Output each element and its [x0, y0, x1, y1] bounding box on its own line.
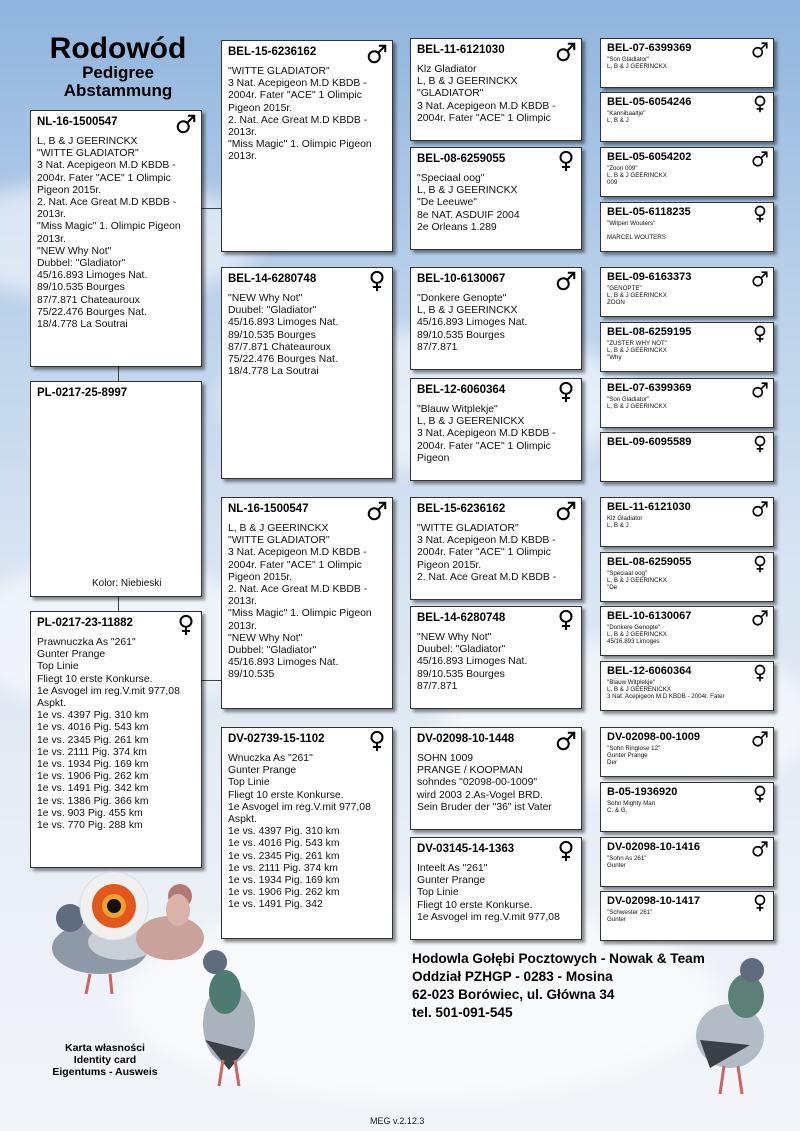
pedigree-notes: "Son Gladiator" L, B & J GEERINCKX — [607, 396, 667, 411]
female-symbol-icon — [751, 664, 769, 682]
ring-number: BEL-07-6399369 — [607, 382, 692, 394]
female-symbol-icon — [751, 95, 769, 113]
pedigree-card[interactable] — [410, 38, 582, 141]
pedigree-card[interactable] — [221, 497, 393, 709]
pigeon-standing-icon — [185, 940, 265, 1090]
pedigree-card-bird[interactable] — [30, 381, 202, 597]
female-symbol-icon — [751, 894, 769, 912]
male-symbol-icon — [366, 500, 388, 522]
ring-number: BEL-14-6280748 — [417, 612, 506, 624]
ring-number: BEL-10-6130067 — [607, 610, 692, 622]
ring-number: BEL-09-6095589 — [607, 436, 692, 448]
ring-number: BEL-08-6259195 — [607, 326, 692, 338]
page-title: Rodowód — [49, 32, 187, 65]
male-symbol-icon — [555, 41, 577, 63]
male-symbol-icon — [751, 609, 769, 627]
pedigree-notes: "Son Gladiator" L, B & J GEERINCKX — [607, 56, 667, 71]
male-symbol-icon — [751, 730, 769, 748]
pedigree-notes: "NEW Why Not" Duubel: "Gladiator" 45/16.893 Limoges Nat. 89/10.535 Bourges 87/7.871 Chateauroux 75/22.476 Bourges Nat. 18/4.778 La Soutrai — [228, 293, 339, 378]
pedigree-card[interactable] — [600, 891, 774, 941]
ring-number: NL-16-1500547 — [37, 116, 118, 128]
ring-number: BEL-11-6121030 — [417, 44, 505, 56]
pedigree-title-block — [18, 34, 218, 100]
pedigree-card[interactable] — [600, 147, 774, 197]
identity-label-pl: Karta własności — [65, 1042, 145, 1054]
pedigree-notes: "WITTE GLADIATOR" 3 Nat. Acepigeon M.D KBDB - 2004r. Fater "ACE" 1 Olimpic Pigeon 2015r. 2. Nat. Ace Great M.D KBDB - 2013r. "Miss Magic" 1. Olimpic Pigeon 2013r. — [228, 66, 372, 163]
female-symbol-icon — [555, 609, 577, 631]
connector-line — [118, 366, 119, 382]
pedigree-card[interactable] — [410, 497, 582, 600]
pedigree-notes: Klz Gladiator L, B & J — [607, 515, 643, 530]
male-symbol-icon — [555, 500, 577, 522]
female-symbol-icon — [751, 205, 769, 223]
ring-number: DV-03145-14-1363 — [417, 843, 515, 855]
pedigree-notes: "Sohn Ringlose 12" Gunter Prange Der — [607, 745, 661, 767]
pedigree-card[interactable] — [410, 727, 582, 830]
pedigree-notes: Prawnuczka As "261" Gunter Prange Top Linie Fliegt 10 erste Konkurse. 1e Asvogel im reg.V.mit 977,08 Aspkt. 1e vs. 4397 Pig. 310 km 1e vs. 4016 Pig. 543 km 1e vs. 2345 Pig. 261 km 1e vs. 2111 Pig. 374 km 1e vs. 1934 Pig. 169 km 1e vs. 1906 Pig. 262 km 1e vs. 1491 Pig. 342 km 1e vs. 1386 Pig. 366 km 1e vs. 903 Pig. 455 km 1e vs. 770 Pig. 288 km — [37, 637, 180, 832]
ring-number: BEL-05-6054246 — [607, 96, 692, 108]
page-subtitle-de: Abstammung — [63, 81, 173, 100]
pedigree-card[interactable] — [600, 38, 774, 88]
version-label: MEG v.2.12.3 — [370, 1116, 425, 1126]
pedigree-card[interactable] — [600, 92, 774, 142]
pedigree-card[interactable] — [600, 552, 774, 602]
pedigree-notes: "ZUSTER WHY NOT" L, B & J GEERINCKX "Why — [607, 340, 667, 362]
female-symbol-icon — [366, 270, 388, 292]
ring-number: BEL-15-6236162 — [417, 503, 506, 515]
male-symbol-icon — [175, 113, 197, 135]
page-subtitle-en: Pedigree — [82, 63, 154, 82]
male-symbol-icon — [555, 730, 577, 752]
pedigree-card[interactable] — [600, 782, 774, 832]
ring-number: PL-0217-25-8997 — [37, 387, 128, 399]
pedigree-card[interactable] — [410, 606, 582, 709]
breeder-branch: Oddział PZHGP - 0283 - Mosina — [412, 969, 613, 984]
pedigree-notes: "Blauw Witplekje" L, B & J GEERENICKX 3 Nat. Acepigeon M.D KBDB - 2004r. Fater — [607, 679, 725, 701]
ring-number: BEL-05-6118235 — [607, 206, 691, 218]
connector-line — [201, 208, 221, 209]
ring-number: BEL-05-6054202 — [607, 151, 692, 163]
ring-number: BEL-07-6399369 — [607, 42, 692, 54]
ring-number: BEL-11-6121030 — [607, 501, 691, 513]
female-symbol-icon — [555, 381, 577, 403]
pedigree-notes: "Schwester 261" Gunter — [607, 909, 653, 924]
pedigree-notes: "Donkere Genopte" L, B & J GEERINCKX 45/16.893 Limoges — [607, 624, 667, 646]
pedigree-notes: Klz Gladiator L, B & J GEERINCKX "GLADIATOR" 3 Nat. Acepigeon M.D KBDB - 2004r. Fater "ACE" 1 Olimpic — [417, 64, 556, 124]
pedigree-notes: "Donkere Genopte" L, B & J GEERINCKX 45/16.893 Limoges Nat. 89/10.535 Bourges 87/7.871 — [417, 293, 528, 353]
ring-number: DV-02098-10-1417 — [607, 895, 700, 907]
ring-number: BEL-08-6259055 — [607, 556, 692, 568]
ring-number: BEL-12-6060364 — [417, 384, 506, 396]
pedigree-notes: SOHN 1009 PRANGE / KOOPMAN sohndes "02098-00-1009" wird 2003 2.As-Vogel BRD. Sein Bruder der "36" ist Vater — [417, 753, 552, 813]
pedigree-notes: L, B & J GEERINCKX "WITTE GLADIATOR" 3 Nat. Acepigeon M.D KBDB - 2004r. Fater "ACE" 1 Olimpic Pigeon 2015r. 2. Nat. Ace Great M.D KBDB - 2013r. "Miss Magic" 1. Olimpic Pigeon 2013r. "NEW Why Not" Dubbel: "Gladiator" 45/16.893 Limoges Nat. 89/10.535 — [228, 523, 372, 681]
breeder-info — [412, 950, 772, 1022]
connector-line — [201, 680, 221, 681]
color-label: Kolor: Niebieski — [92, 578, 162, 589]
pedigree-notes: "Sohn As 261" Gunter — [607, 855, 647, 870]
pedigree-card-dam[interactable] — [30, 611, 202, 868]
pedigree-card[interactable] — [221, 40, 393, 252]
breeder-address: 62-023 Borówiec, ul. Główna 34 — [412, 987, 615, 1002]
female-symbol-icon — [175, 614, 197, 636]
pedigree-card-sire[interactable] — [30, 110, 202, 367]
pedigree-notes: "Speciaal oog" L, B & J GEERINCKX "De — [607, 570, 667, 592]
pedigree-card[interactable] — [410, 837, 582, 940]
pedigree-card[interactable] — [600, 267, 774, 317]
pedigree-card[interactable] — [600, 497, 774, 547]
pigeons-illustration-icon — [30, 870, 210, 1010]
ring-number: BEL-12-6060364 — [607, 665, 692, 677]
pedigree-notes: "WITTE GLADIATOR" 3 Nat. Acepigeon M.D KBDB - 2004r. Fater "ACE" 1 Olimpic Pigeon 2015r. 2. Nat. Ace Great M.D KBDB - — [417, 523, 557, 583]
female-symbol-icon — [555, 840, 577, 862]
ring-number: BEL-15-6236162 — [228, 46, 317, 58]
ring-number: BEL-09-6163373 — [607, 271, 692, 283]
pedigree-notes: Wnuczka As "261" Gunter Prange Top Linie Fliegt 10 erste Konkurse. 1e Asvogel im reg.V.mit 977,08 Aspkt. 1e vs. 4397 Pig. 310 km 1e vs. 4016 Pig. 543 km 1e vs. 2345 Pig. 261 km 1e vs. 2111 Pig. 374 km 1e vs. 1934 Pig. 169 km 1e vs. 1906 Pig. 262 km 1e vs. 1491 Pig. 342 — [228, 753, 371, 911]
identity-card-label — [20, 1042, 190, 1078]
ring-number: PL-0217-23-11882 — [37, 617, 133, 629]
male-symbol-icon — [366, 43, 388, 65]
female-symbol-icon — [555, 150, 577, 172]
pedigree-card[interactable] — [410, 267, 582, 370]
pedigree-card[interactable] — [221, 267, 393, 479]
ring-number: DV-02739-15-1102 — [228, 733, 325, 745]
female-symbol-icon — [751, 435, 769, 453]
pedigree-notes: "Blauw Witplekje" L, B & J GEERENICKX 3 Nat. Acepigeon M.D KBDB - 2004r. Fater "ACE" 1 Olimpic Pigeon — [417, 404, 556, 464]
pedigree-notes: "Kannibaaltje" L, B & J — [607, 110, 646, 125]
pedigree-card[interactable] — [600, 727, 774, 777]
pedigree-card[interactable] — [600, 432, 774, 482]
male-symbol-icon — [751, 381, 769, 399]
male-symbol-icon — [751, 150, 769, 168]
identity-label-en: Identity card — [73, 1054, 137, 1066]
pedigree-notes: Sohn Mighty Man C. & G. — [607, 800, 656, 815]
ring-number: BEL-14-6280748 — [228, 273, 317, 285]
male-symbol-icon — [751, 500, 769, 518]
pedigree-notes: "Witpen Wouters" MARCEL WOUTERS — [607, 220, 666, 242]
pedigree-notes: "Speciaal oog" L, B & J GEERINCKX "De Leeuwe" 8e NAT. ASDUIF 2004 2e Orleans 1.289 — [417, 173, 520, 233]
pedigree-notes: "GENOPTE" L, B & J GEERINCKX ZOON — [607, 285, 667, 307]
pedigree-card[interactable] — [600, 661, 774, 711]
pedigree-notes: "NEW Why Not" Duubel: "Gladiator" 45/16.893 Limoges Nat. 89/10.535 Bourges 87/7.871 — [417, 632, 528, 692]
breeder-name: Hodowla Gołębi Pocztowych - Nowak & Team — [412, 951, 705, 966]
male-symbol-icon — [751, 840, 769, 858]
pedigree-card[interactable] — [600, 606, 774, 656]
pedigree-card[interactable] — [410, 147, 582, 250]
ring-number: DV-02098-00-1009 — [607, 731, 700, 743]
connector-line — [118, 596, 119, 612]
female-symbol-icon — [366, 730, 388, 752]
ring-number: NL-16-1500547 — [228, 503, 309, 515]
ring-number: DV-02098-10-1416 — [607, 841, 700, 853]
breeder-phone: tel. 501-091-545 — [412, 1005, 513, 1020]
pedigree-card[interactable] — [410, 378, 582, 481]
male-symbol-icon — [751, 270, 769, 288]
male-symbol-icon — [751, 41, 769, 59]
identity-label-de: Eigentums - Ausweis — [52, 1066, 158, 1078]
ring-number: B-05-1936920 — [607, 786, 678, 798]
ring-number: DV-02098-10-1448 — [417, 733, 515, 745]
ring-number: BEL-08-6259055 — [417, 153, 506, 165]
pedigree-card[interactable] — [221, 727, 393, 939]
pedigree-card[interactable] — [600, 202, 774, 252]
pedigree-card[interactable] — [600, 837, 774, 887]
male-symbol-icon — [555, 270, 577, 292]
pedigree-notes: L, B & J GEERINCKX "WITTE GLADIATOR" 3 Nat. Acepigeon M.D KBDB - 2004r. Fater "ACE" 1 Olimpic Pigeon 2015r. 2. Nat. Ace Great M.D KBDB - 2013r. "Miss Magic" 1. Olimpic Pigeon 2013r. "NEW Why Not" Dubbel: "Gladiator" 45/16.893 Limoges Nat. 89/10.535 Bourges 87/7.871 Chateauroux 75/22.476 Bourges Nat. 18/4.778 La Soutrai — [37, 136, 181, 331]
pedigree-card[interactable] — [600, 378, 774, 428]
female-symbol-icon — [751, 325, 769, 343]
pedigree-notes: Inteelt As "261" Gunter Prange Top Linie Fliegt 10 erste Konkurse. 1e Asvogel im reg.V.mit 977,08 — [417, 863, 560, 923]
pedigree-card[interactable] — [600, 322, 774, 372]
female-symbol-icon — [751, 555, 769, 573]
ring-number: BEL-10-6130067 — [417, 273, 506, 285]
female-symbol-icon — [751, 785, 769, 803]
pedigree-notes: "Zoon 009" L, B & J GEERINCKX 009 — [607, 165, 667, 187]
